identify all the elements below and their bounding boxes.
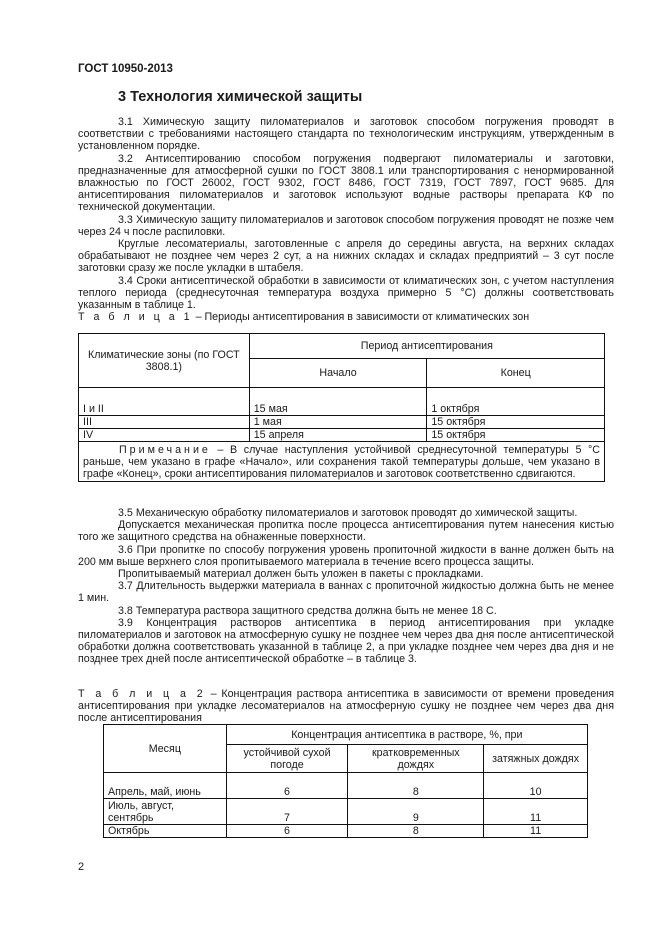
table-1 [78,333,605,482]
table-row: Апрель, май, июнь 6 8 10 [104,773,588,799]
table1-header-start: Начало [249,359,427,388]
table1-caption: Т а б л и ц а 1 – Периоды антисептирования в зависимости от климатических зон [78,311,530,324]
table1-note: Примечание – В случае наступления устойчивой среднесуточной температуры 5 °С раньше, чем указано в графе «Начало», или сохранения такой температуры дольше, чем указано в графе «Конец», сроки антисептирования пиломатериалов и заготовок соответственно сдвигаются. [79,442,605,482]
table1-header-zone: Климатические зоны (по ГОСТ 3808.1) [79,334,250,388]
paragraph-3-7: 3.7 Длительность выдержки материала в ваннах с пропиточной жидкостью должна быть не менее 1 мин. [78,580,614,605]
paragraph-3-6: 3.6 При пропитке по способу погружения уровень пропиточной жидкости в ванне должен быть на 200 мм выше верхнего слоя пропитываемого материала в течение всего процесса защиты. [78,543,614,568]
table-row: III 1 мая 15 октября [79,416,605,429]
paragraph-mech-impregnation: Допускается механическая пропитка после процесса антисептирования путем нанесения кистью того же защитного средства на обнаженные поверхности. [78,519,614,544]
table1-header-period: Период антисептирования [249,334,604,359]
paragraph-3-5: 3.5 Механическую обработку пиломатериалов и заготовок проводят до химической защиты. [118,507,578,519]
document-header: ГОСТ 10950-2013 [78,63,173,75]
paragraph-3-1: 3.1 Химическую защиту пиломатериалов и заготовок способом погружения проводят в соответствии с требованиями настоящего стандарта по технологическим инструкциям, утвержденным в установленном порядке. [78,116,614,153]
table-row: IV 15 апреля 15 октября [79,429,605,442]
paragraph-3-2: 3.2 Антисептированию способом погружения подвергают пиломатериалы и заготовки, предназначенные для атмосферной сушки по ГОСТ 3808.1 или транспортирования с ненормированной влажностью по ГОСТ 26002, ГОСТ 9302, ГОСТ 8486, ГОСТ 7319, ГОСТ 7897, ГОСТ 9685. Для антисептирования пиломатериалов и заготовок используют водные растворы препарата КФ по технической документации. [78,152,614,214]
paragraph-3-8: 3.8 Температура раствора защитного средства должна быть не менее 18 С. [118,604,497,617]
table-row: Июль, август, сентябрь 7 9 11 [104,799,588,825]
table-2 [103,724,588,838]
paragraph-3-3: 3.3 Химическую защиту пиломатериалов и заготовок способом погружения проводят не позже чем через 24 ч после распиловки. [78,213,614,238]
page-number: 2 [78,861,85,873]
paragraph-3-4: 3.4 Сроки антисептической обработки в зависимости от климатических зон, с учетом наступления теплого периода (среднесуточная температура воздуха примерно 5 °С) должны соответствовать указанным в таблице 1. [78,274,614,312]
text-block-b [78,507,614,666]
table2-header-group: Концентрация антисептика в растворе, %, при [226,725,587,745]
table-row: I и II 15 мая 1 октября [79,388,605,416]
table1-header-end: Конец [427,359,605,388]
table2-caption: Т а б л и ц а 2 – Концентрация раствора антисептика в зависимости от времени проведения антисептирования при укладке лесоматериалов на атмосферную сушку не позднее чем через два дня после антисептирования [78,688,614,725]
paragraph-3-9: 3.9 Концентрация растворов антисептика в период антисептирования при укладке пиломатериалов и заготовок на атмосферную сушку не позднее чем через два дня после антисептической обработки должна соответствовать указанной в таблице 2, а при укладке позднее чем через два дня и не позднее трех дней после антисептической обработке – в таблице 3. [78,616,614,666]
section-title: 3 Технология химической защиты [118,89,363,105]
table2-header-short: кратковременных дождях [348,745,484,773]
table2-header-dry: устойчивой сухой погоде [226,745,348,773]
text-block-a [78,116,614,323]
paragraph-round-timber: Круглые лесоматериалы, заготовленные с апреля до середины августа, на верхних складах обрабатывают не позднее чем через 2 сут, а на нижних складах и складах предприятий – 3 сут после заготовки сразу же после укладки в штабеля. [78,238,614,275]
table2-caption-block [78,688,614,725]
table2-header-long: затяжных дождях [484,745,588,773]
table-row: Октябрь 6 8 11 [104,825,588,838]
table2-header-month: Месяц [104,725,227,773]
paragraph-packets: Пропитываемый материал должен быть уложен в пакеты с прокладками. [118,568,484,581]
